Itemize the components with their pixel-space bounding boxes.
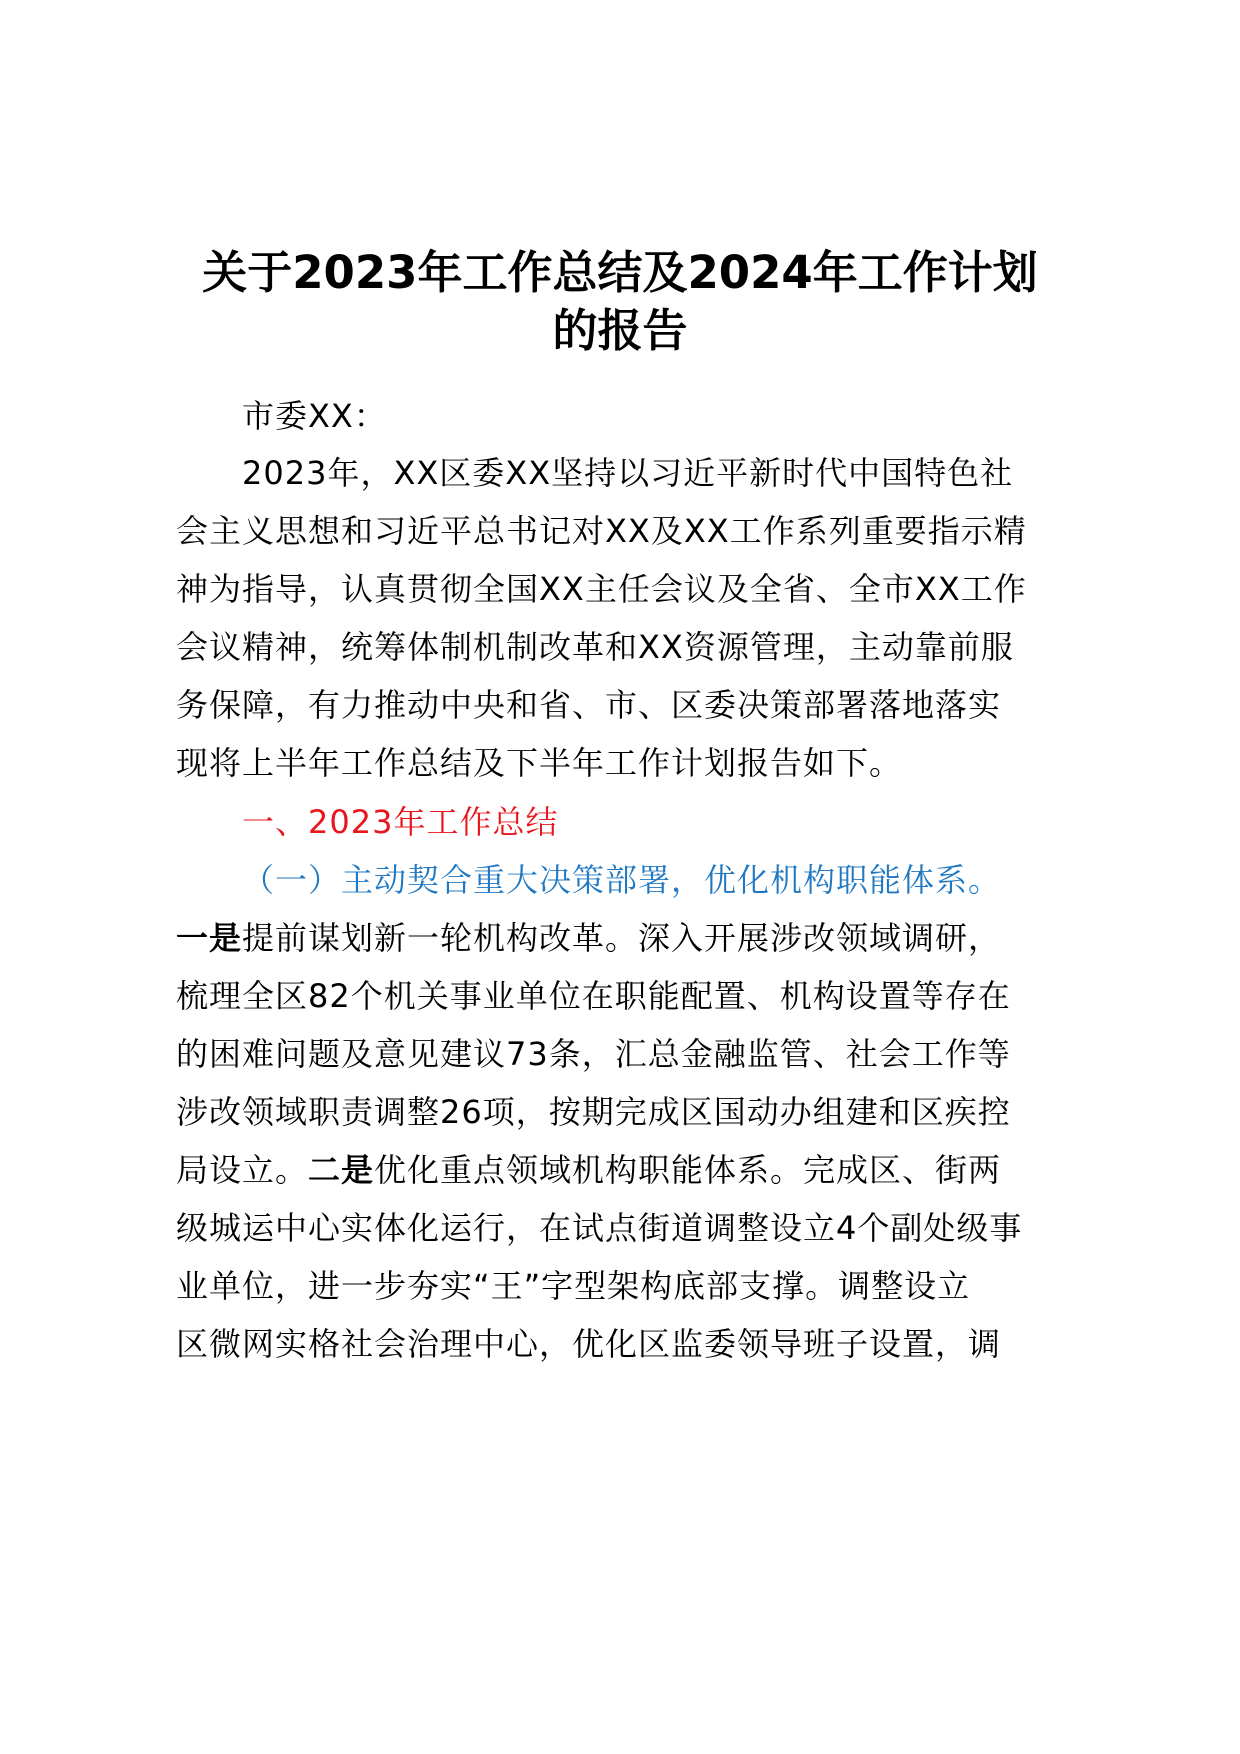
intro-line-1: 2023年，XX区委XX坚持以习近平新时代中国特色社 [242,454,1014,492]
body-line-2: 梳理全区82个机关事业单位在职能配置、机构设置等存在 [176,977,1011,1015]
body-line-8: 区微网实格社会治理中心，优化区监委领导班子设置，调 [176,1325,1002,1363]
body-line-5-pre: 局设立。 [176,1151,309,1189]
body-line-5 [176,1151,1002,1189]
intro-line-3: 神为指导，认真贯彻全国XX主任会议及全省、全市XX工作 [176,570,1027,608]
document-title-line-2: 的报告 [552,304,688,357]
intro-line-5: 务保障，有力推动中央和省、市、区委决策部署落地落实 [176,686,1002,724]
body-line-6: 级城运中心实体化运行，在试点街道调整设立4个副处级事 [176,1209,1023,1247]
point-marker-1: 一是 [176,919,243,957]
point-marker-2: 二是 [308,1151,375,1189]
body-line-1 [176,919,1002,957]
salutation: 市委XX： [242,397,387,435]
body-line-1-text: 提前谋划新一轮机构改革。深入开展涉改领域调研， [242,919,1002,957]
section-heading-1: 一、2023年工作总结 [242,803,559,841]
body-line-4: 涉改领域职责调整26项，按期完成区国动办组建和区疾控 [176,1093,1011,1131]
intro-line-6: 现将上半年工作总结及下半年工作计划报告如下。 [176,744,903,782]
body-line-7: 业单位，进一步夯实“王”字型架构底部支撑。调整设立 [176,1267,971,1305]
document-title-line-1: 关于2023年工作总结及2024年工作计划 [202,246,1038,299]
body-line-3: 的困难问题及意见建议73条，汇总金融监管、社会工作等 [176,1035,1011,1073]
body-line-5-text: 优化重点领域机构职能体系。完成区、街两 [374,1151,1002,1189]
intro-line-2: 会主义思想和习近平总书记对XX及XX工作系列重要指示精 [176,512,1027,550]
subsection-heading-1: （一）主动契合重大决策部署，优化机构职能体系。 [242,861,1002,899]
intro-line-4: 会议精神，统筹体制机制改革和XX资源管理，主动靠前服 [176,628,1014,666]
